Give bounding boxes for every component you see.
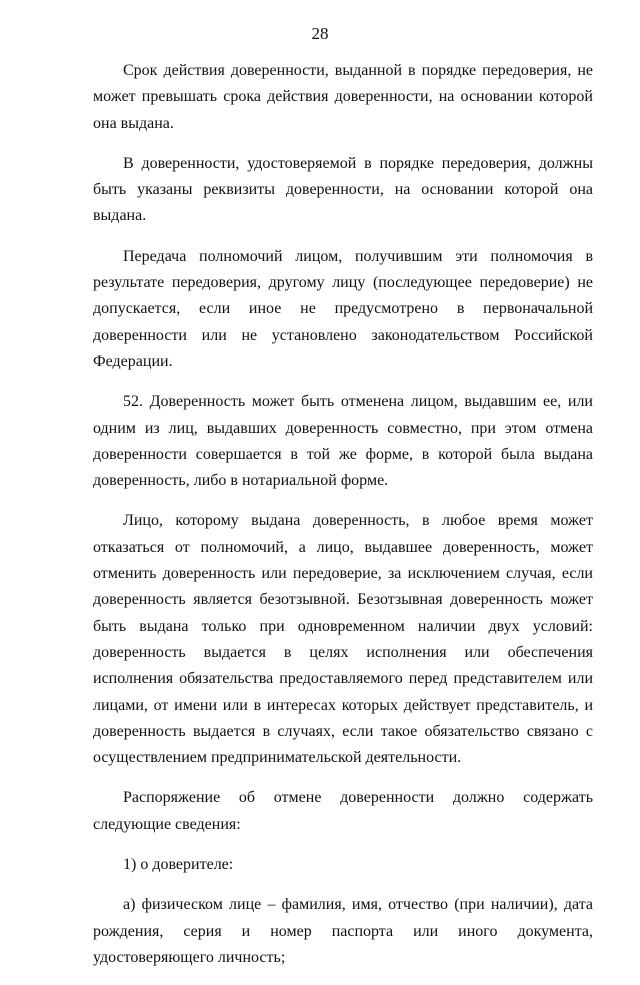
paragraph-subdelegation-term: Срок действия доверенности, выданной в порядке передоверия, не может превышать срока действия доверенности, на основании которой она выдана. (93, 62, 593, 132)
paragraph-irrevocable-poa: Лицо, которому выдана доверенность, в любое время может отказаться от полномочий, а лицо, выдавшее доверенность, может отменить доверенность или передоверие, за исключением случая, если доверенность является безотзывной. Безотзывная доверенность может быть выдана только при одновременном наличии двух условий: доверенность выдается в целях исполнения или обеспечения исполнения обязательства предоставляемого перед представителем или лицами, от имени или в интересах которых действует представитель, и доверенность выдается в случаях, если такое обязательство связано с осуществлением предпринимательской деятельности. (93, 512, 593, 767)
paragraph-subdelegation-details: В доверенности, удостоверяемой в порядке передоверия, должны быть указаны реквизиты доверенности, на основании которой она выдана. (93, 154, 593, 225)
paragraph-revocation-order-content: Распоряжение об отмене доверенности должно содержать следующие сведения: (93, 789, 593, 833)
paragraph-list-item-1: 1) о доверителе: (123, 856, 234, 874)
paragraph-further-subdelegation: Передача полномочий лицом, получившим эти полномочия в результате передоверия, другому лицу (последующее передоверие) не допускается, если иное не предусмотрено в первоначальной доверенности или не установлено законодательством Российской Федерации. (93, 247, 593, 370)
paragraph-52-revocation: 52. Доверенность может быть отменена лицом, выдавшим ее, или одним из лиц, выдавших доверенность совместно, при этом отмена доверенности совершается в той же форме, в которой была выдана доверенность, либо в нотариальной форме. (93, 393, 593, 490)
paragraph-list-item-1a: а) физическом лице – фамилия, имя, отчество (при наличии), дата рождения, серия и номер паспорта или иного документа, удостоверяющего личность; (93, 896, 593, 966)
document-body (93, 58, 593, 985)
page-number: 28 (311, 24, 329, 43)
